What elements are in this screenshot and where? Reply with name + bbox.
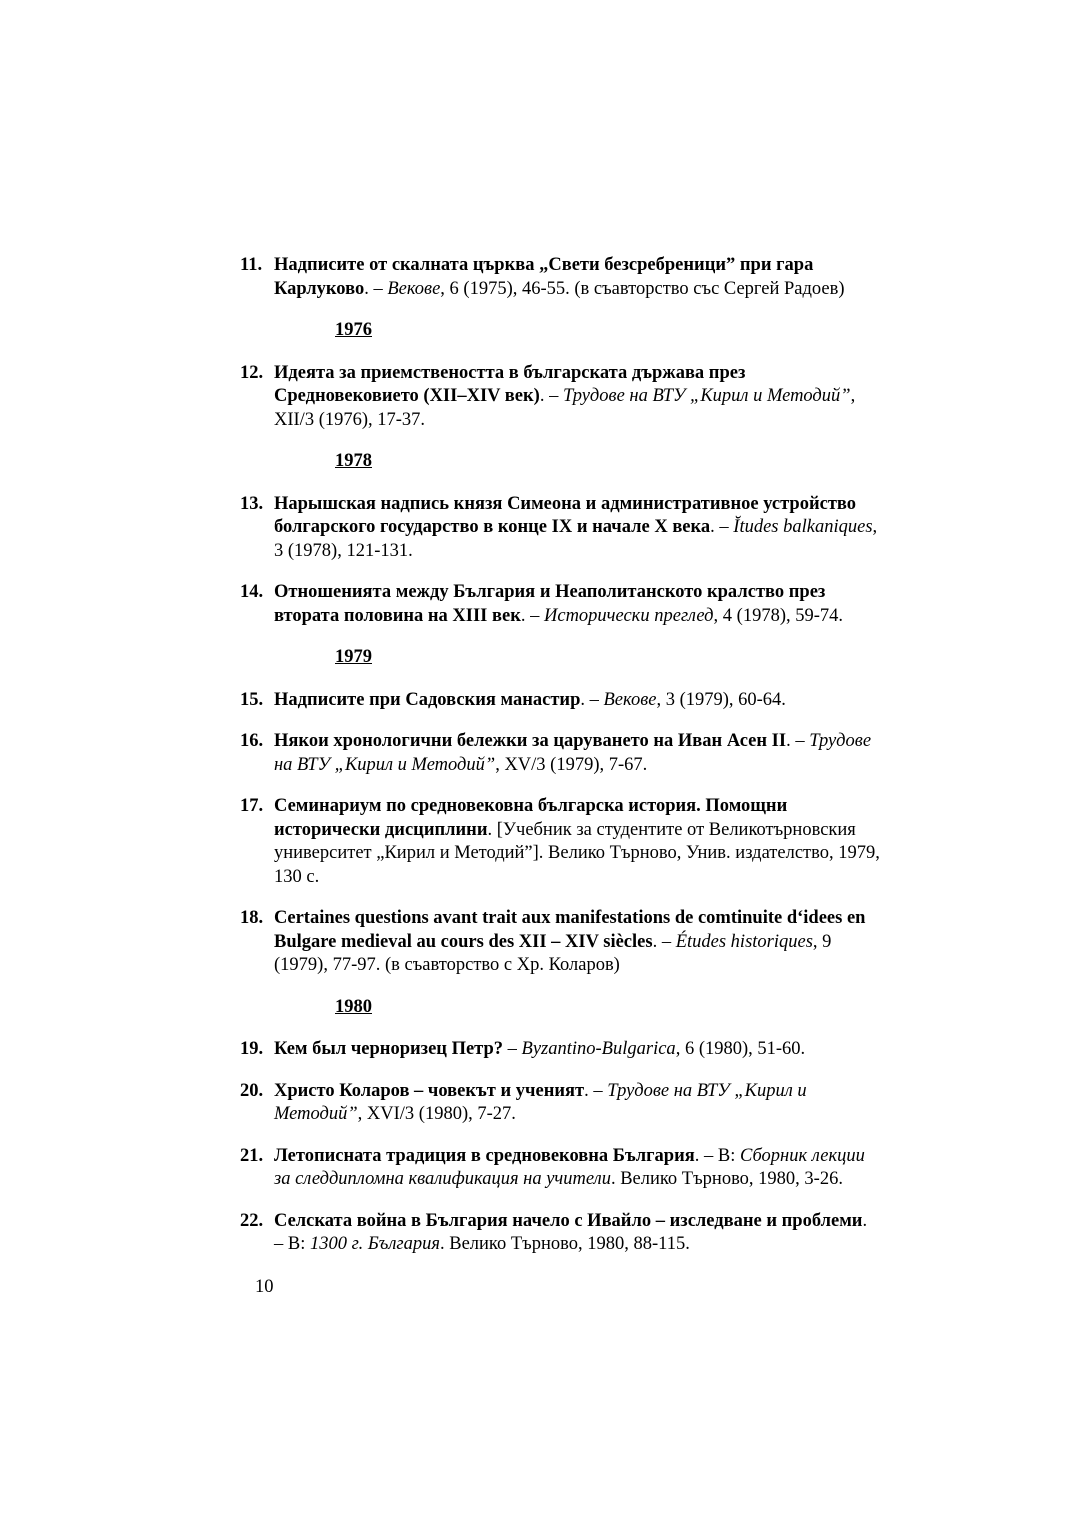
entry-separator: . <box>487 819 497 840</box>
entry-separator: . – <box>786 731 810 751</box>
entry-details: . Велико Търново, 1980, 3-26. <box>610 1169 843 1189</box>
entry-details: , XII/3 (1976), 17-37. <box>274 386 856 430</box>
entry-number: 12. <box>240 362 264 383</box>
bibliography-entry <box>240 362 880 433</box>
bibliography-entry <box>240 907 880 978</box>
entry-separator: . – <box>580 689 604 710</box>
bibliography-entry <box>240 1080 880 1127</box>
bibliography-entry <box>240 581 880 628</box>
page-number: 10 <box>255 1277 274 1297</box>
entry-separator: . – В: <box>694 1145 740 1166</box>
entry-separator: . – <box>364 278 388 299</box>
bibliography-entry <box>240 689 880 713</box>
entry-details: , 6 (1980), 51-60. <box>675 1039 806 1059</box>
entry-title: Отношенията между България и Неаполитанското кралство през втората половина на XIII век <box>274 582 826 626</box>
entry-source: Études historiques <box>675 931 813 952</box>
bibliography-entry <box>240 1145 880 1192</box>
entry-details: . Велико Търново, 1980, 88-115. <box>439 1234 690 1254</box>
bibliography-entry <box>240 730 880 777</box>
entry-number: 21. <box>240 1145 264 1166</box>
entry-details: [Учебник за студентите от Великотърновския университет „Кирил и Методий”]. Велико Търново, Унив. издателство, 1979, 130 с. <box>274 819 880 887</box>
entry-source: Трудове на ВТУ „Кирил и Методий” <box>562 386 851 406</box>
entry-number: 16. <box>240 731 264 751</box>
entry-title: Надписите при Садовския манастир <box>274 689 581 710</box>
entry-title: Надписите от скалната църква „Свети безсребреници” при гара Карлуково <box>274 255 814 299</box>
entry-number: 15. <box>240 689 264 710</box>
entry-separator: . – <box>710 517 734 537</box>
year-heading: 1978 <box>335 451 372 471</box>
bibliography-entry <box>240 254 880 301</box>
entry-number: 13. <box>240 493 264 514</box>
year-heading: 1979 <box>335 647 372 667</box>
entry-separator: . – <box>652 931 676 952</box>
entry-details: , 4 (1978), 59-74. <box>713 605 844 626</box>
entry-source: Векове <box>387 278 441 299</box>
bibliography-list <box>240 254 880 1275</box>
entry-title: Идеята за приемствеността в българската държава през Средновековието (XII–XIV век) <box>274 362 746 406</box>
entry-number: 18. <box>240 908 264 928</box>
entry-title: Някои хронологични бележки за царуването на Иван Асен II <box>274 731 787 751</box>
bibliography-entry <box>240 795 880 889</box>
entry-details: , XVI/3 (1980), 7-27. <box>357 1104 516 1124</box>
entry-separator: – <box>503 1039 522 1059</box>
entry-number: 20. <box>240 1080 264 1101</box>
bibliography-entry <box>240 1038 880 1062</box>
entry-title: Нарышская надпись князя Симеона и административное устройство болгарского государство в конце IX и начале X века <box>274 493 857 537</box>
entry-details: , 3 (1978), 121-131. <box>274 517 878 561</box>
entry-source: Byzantino-Bulgarica <box>521 1039 676 1059</box>
entry-separator: . – <box>584 1080 608 1101</box>
entry-number: 22. <box>240 1210 264 1231</box>
entry-separator: . – <box>520 605 544 626</box>
entry-source: Трудове на ВТУ „Кирил и Методий” <box>274 731 872 775</box>
entry-title: Семинариум по средновековна българска история. Помощни исторически дисциплини <box>274 796 788 840</box>
entry-number: 14. <box>240 582 264 602</box>
entry-number: 19. <box>240 1039 264 1059</box>
entry-number: 11. <box>240 255 263 275</box>
entry-source: Векове <box>603 689 657 710</box>
entry-title: Селската война в България начело с Ивайло – изследване и проблеми <box>274 1210 863 1231</box>
entry-source: Ĭtudes balkaniques <box>733 517 873 537</box>
entry-source: 1300 г. България <box>309 1234 440 1254</box>
entry-source: Трудове на ВТУ „Кирил и Методий” <box>274 1080 807 1124</box>
entry-details: , XV/3 (1979), 7-67. <box>495 754 648 775</box>
entry-title: Христо Коларов – човекът и ученият <box>274 1080 585 1101</box>
entry-title: Кем был черноризец Петр? <box>274 1039 504 1059</box>
bibliography-entry <box>240 493 880 564</box>
entry-separator: . – <box>539 386 563 406</box>
entry-title: Летописната традиция в средновековна България <box>274 1145 695 1166</box>
year-heading: 1976 <box>335 320 372 340</box>
entry-source: Сборник лекции за следдипломна квалификация на учители <box>274 1145 865 1189</box>
year-heading: 1980 <box>335 996 372 1017</box>
entry-details: , 9 (1979), 77-97. (в съавторство с Хр. Коларов) <box>274 931 832 975</box>
entry-source: Исторически преглед <box>544 605 714 626</box>
entry-number: 17. <box>240 796 264 816</box>
bibliography-entry <box>240 1210 880 1257</box>
entry-title: Certaines questions avant trait aux manifestations de comtinuite d‘idees en Bulgare medieval au cours des XII – XIV siècles <box>274 908 866 952</box>
entry-separator: . – В: <box>274 1210 868 1254</box>
entry-details: , 3 (1979), 60-64. <box>656 689 786 710</box>
entry-details: , 6 (1975), 46-55. (в съавторство със Сергей Радоев) <box>440 278 845 299</box>
